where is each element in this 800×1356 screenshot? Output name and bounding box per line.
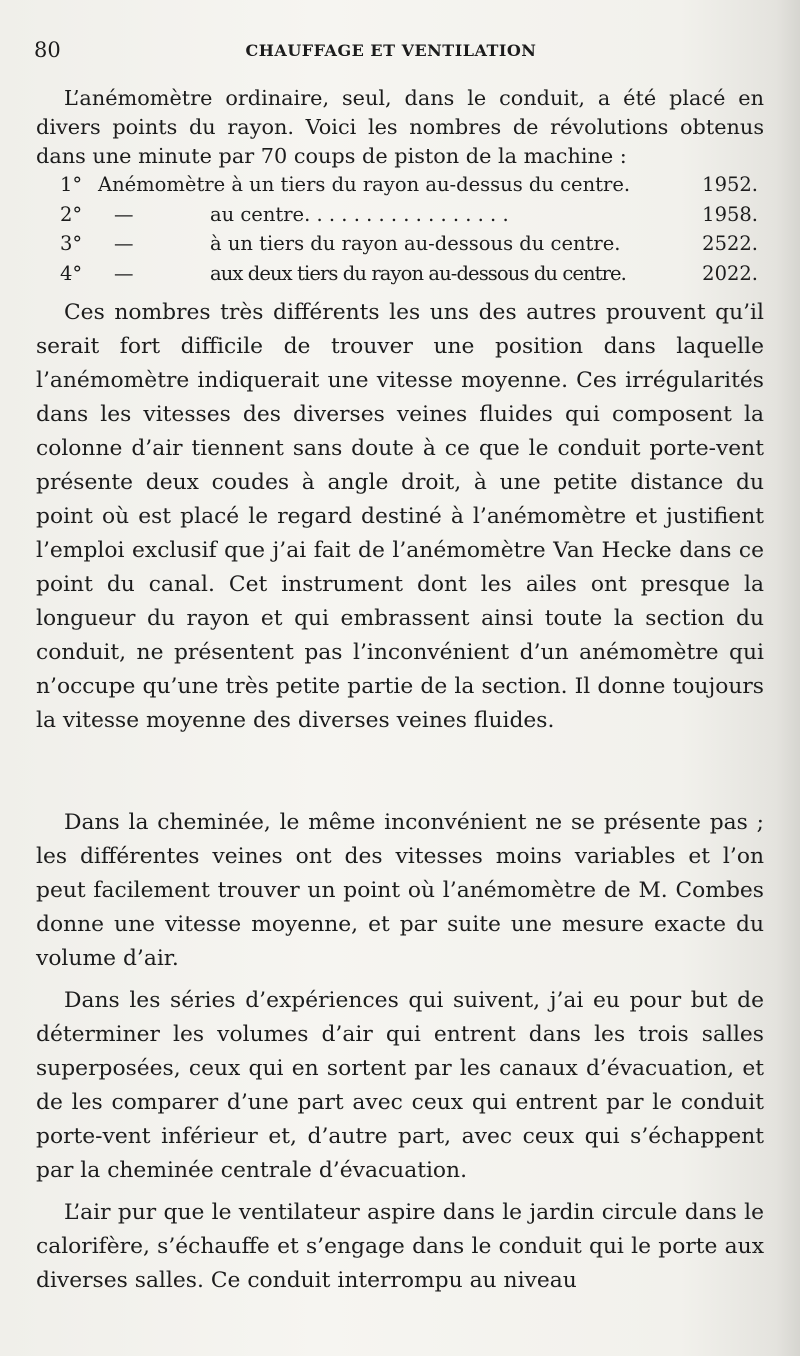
ditto-dash: — <box>114 202 134 226</box>
measurement-value: 2022. <box>702 261 758 285</box>
measurement-value: 2522. <box>702 232 758 255</box>
measurement-row <box>60 232 758 262</box>
page-header <box>34 38 748 68</box>
ditto-dash: — <box>114 232 134 255</box>
measurement-position: au centre. . . . . . . . . . . . . . . . . <box>210 202 509 226</box>
measurement-ordinal: 1° <box>60 173 83 196</box>
body-paragraph: Dans la cheminée, le même inconvénient ne se présente pas ; les différentes veines ont des vitesses moins variables et l’on peut facilement trouver un point où l’anémomètre de M. Combes donne une vitesse moyenne, et par suite une mesure exacte du volume d’air. <box>36 810 764 971</box>
body-paragraph: Dans les séries d’expériences qui suivent, j’ai eu pour but de déterminer les volumes d’air qui entrent dans les trois salles superposées, ceux qui en sortent par les canaux d’évacuation, et de les comparer d’une part avec ceux qui entrent par le conduit porte-vent inférieur et, d’autre part, avec ceux qui s’échappent par la cheminée centrale d’évacuation. <box>36 988 764 1183</box>
page-number: 80 <box>34 38 61 62</box>
measurement-ordinal: 2° <box>60 202 83 226</box>
measurement-ordinal: 4° <box>60 261 83 285</box>
measurement-value: 1958. <box>702 202 758 226</box>
measurement-row <box>60 203 758 233</box>
body-paragraph: L’air pur que le ventilateur aspire dans le jardin circule dans le calorifère, s’échauffe et s’engage dans le conduit qui le porte aux diverses salles. Ce conduit interrompu au niveau <box>36 1200 764 1293</box>
body-paragraph: Ces nombres très différents les uns des autres prouvent qu’il serait fort difficile de trouver une position dans laquelle l’anémomètre indiquerait une vitesse moyenne. Ces irrégularités dans les vitesses des diverses veines fluides qui composent la colonne d’air tiennent sans doute à ce que le conduit porte-vent présente deux coudes à angle droit, à une petite distance du point où est placé le regard destiné à l’anémomètre et justifient l’emploi exclusif que j’ai fait de l’anémomètre Van Hecke dans ce point du canal. Cet instrument dont les ailes ont presque la longueur du rayon et qui embrassent ainsi toute la section du conduit, ne présentent pas l’inconvénient d’un anémomètre qui n’occupe qu’une très petite partie de la section. Il donne toujours la vitesse moyenne des diverses veines fluides. <box>36 300 764 733</box>
ditto-dash: — <box>114 261 134 285</box>
running-head: CHAUFFAGE ET VENTILATION <box>245 41 537 60</box>
measurement-position: à un tiers du rayon au-dessous du centre. <box>210 232 621 255</box>
measurement-row <box>60 173 758 203</box>
measurement-value: 1952. <box>702 173 758 196</box>
measurement-ordinal: 3° <box>60 232 83 255</box>
measurement-table <box>60 173 758 291</box>
measurement-position: aux deux tiers du rayon au-dessous du centre. <box>210 261 626 285</box>
measurement-row <box>60 262 758 292</box>
measurement-position: Anémomètre à un tiers du rayon au-dessus du centre. <box>98 173 631 196</box>
intro-paragraph: L’anémomètre ordinaire, seul, dans le conduit, a été placé en divers points du rayon. Voici les nombres de révolutions obtenus dans une minute par 70 coups de piston de la machine : <box>36 86 764 168</box>
